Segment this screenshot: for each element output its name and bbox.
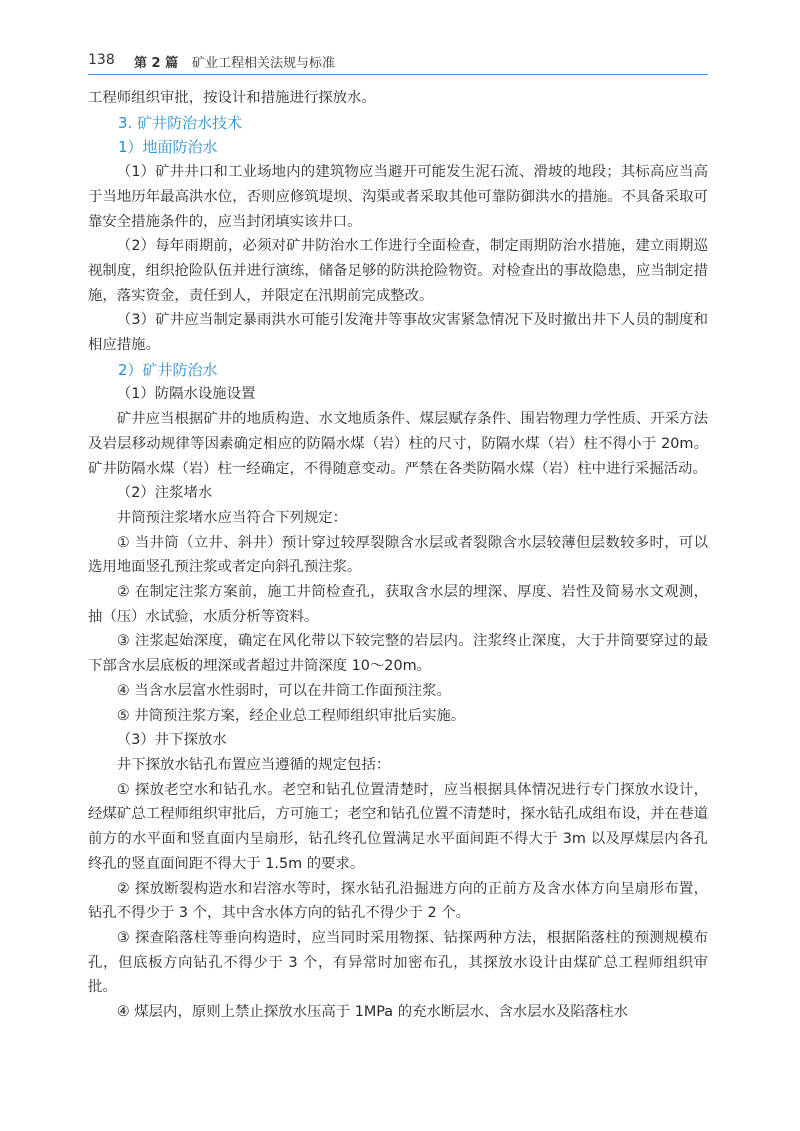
list-item: ① 当井筒（立井、斜井）预计穿过较厚裂隙含水层或者裂隙含水层较薄但层数较多时，可以选用地面竖孔预注浆或者定向斜孔预注浆。 xyxy=(88,534,708,576)
paragraph: （1）防隔水设施设置 xyxy=(116,386,256,403)
paragraph: （3）矿井应当制定暴雨洪水可能引发淹井等事故灾害紧急情况下及时撤出井下人员的制度和相应措施。 xyxy=(88,312,708,354)
list-item: ③ 注浆起始深度，确定在风化带以下较完整的岩层内。注浆终止深度，大于井筒要穿过的最下部含水层底板的埋深或者超过井筒深度 10～20m。 xyxy=(88,633,708,675)
subsection-heading: 2）矿井防治水 xyxy=(118,360,218,379)
list-item: ④ 煤层内，原则上禁止探放水压高于 1MPa 的充水断层水、含水层水及陷落柱水 xyxy=(116,1004,628,1021)
list-item: ② 探放断裂构造水和岩溶水等时，探水钻孔沿掘进方向的正前方及含水体方向呈扇形布置，钻孔不得少于 3 个，其中含水体方向的钻孔不得少于 2 个。 xyxy=(88,880,708,922)
list-item: ① 探放老空水和钻孔水。老空和钻孔位置清楚时，应当根据具体情况进行专门探放水设计，经煤矿总工程师组织审批后，方可施工；老空和钻孔位置不清楚时，探水钻孔成组布设，并在巷道前方的水平面和竖直面内呈扇形，钻孔终孔位置满足水平面间距不得大于 3m 以及厚煤层内各孔终孔的竖直面间距不得大于 1.5m 的要求。 xyxy=(88,781,708,872)
subsection-heading: 1）地面防治水 xyxy=(118,138,218,157)
part-title: 矿业工程相关法规与标准 xyxy=(192,56,336,71)
running-header xyxy=(88,48,708,76)
paragraph: （1）矿井井口和工业场地内的建筑物应当避开可能发生泥石流、滑坡的地段；其标高应当高于当地历年最高洪水位，否则应修筑堤坝、沟渠或者采取其他可靠防御洪水的措施。不具备采取可靠安全措施条件的，应当封闭填实该井口。 xyxy=(88,164,708,230)
paragraph: （2）注浆堵水 xyxy=(116,485,213,502)
header-rule xyxy=(88,74,708,75)
page-body xyxy=(88,86,708,1025)
part-label: 第 2 篇 xyxy=(134,56,179,71)
paragraph: 井筒预注浆堵水应当符合下列规定： xyxy=(116,509,348,526)
paragraph: 工程师组织审批，按设计和措施进行探放水。 xyxy=(88,90,376,106)
list-item: ③ 探查陷落柱等垂向构造时，应当同时采用物探、钻探两种方法，根据陷落柱的预测规模布孔，但底板方向钻孔不得少于 3 个，有异常时加密布孔，其探放水设计由煤矿总工程师组织审批。 xyxy=(88,929,708,996)
paragraph: 井下探放水钻孔布置应当遵循的规定包括： xyxy=(116,756,391,773)
list-item: ⑤ 井筒预注浆方案，经企业总工程师组织审批后实施。 xyxy=(116,707,466,724)
paragraph: 矿井应当根据矿井的地质构造、水文地质条件、煤层赋存条件、围岩物理力学性质、开采方法及岩层移动规律等因素确定相应的防隔水煤（岩）柱的尺寸，防隔水煤（岩）柱不得小于 20m。矿井防隔水煤（岩）柱一经确定，不得随意变动。严禁在各类防隔水煤（岩）柱中进行采掘活动。 xyxy=(88,411,708,477)
paragraph: （2）每年雨期前，必须对矿井防治水工作进行全面检查，制定雨期防治水措施，建立雨期巡视制度，组织抢险队伍并进行演练，储备足够的防洪抢险物资。对检查出的事故隐患，应当制定措施，落实资金，责任到人，并限定在汛期前完成整改。 xyxy=(88,238,708,304)
paragraph: （3）井下探放水 xyxy=(116,732,227,749)
page-number: 138 xyxy=(88,52,115,68)
section-heading: 3. 矿井防治水技术 xyxy=(118,113,243,132)
list-item: ④ 当含水层富水性弱时，可以在井筒工作面预注浆。 xyxy=(116,682,451,699)
list-item: ② 在制定注浆方案前，施工井筒检查孔，获取含水层的埋深、厚度、岩性及简易水文观测，抽（压）水试验，水质分析等资料。 xyxy=(88,584,708,625)
